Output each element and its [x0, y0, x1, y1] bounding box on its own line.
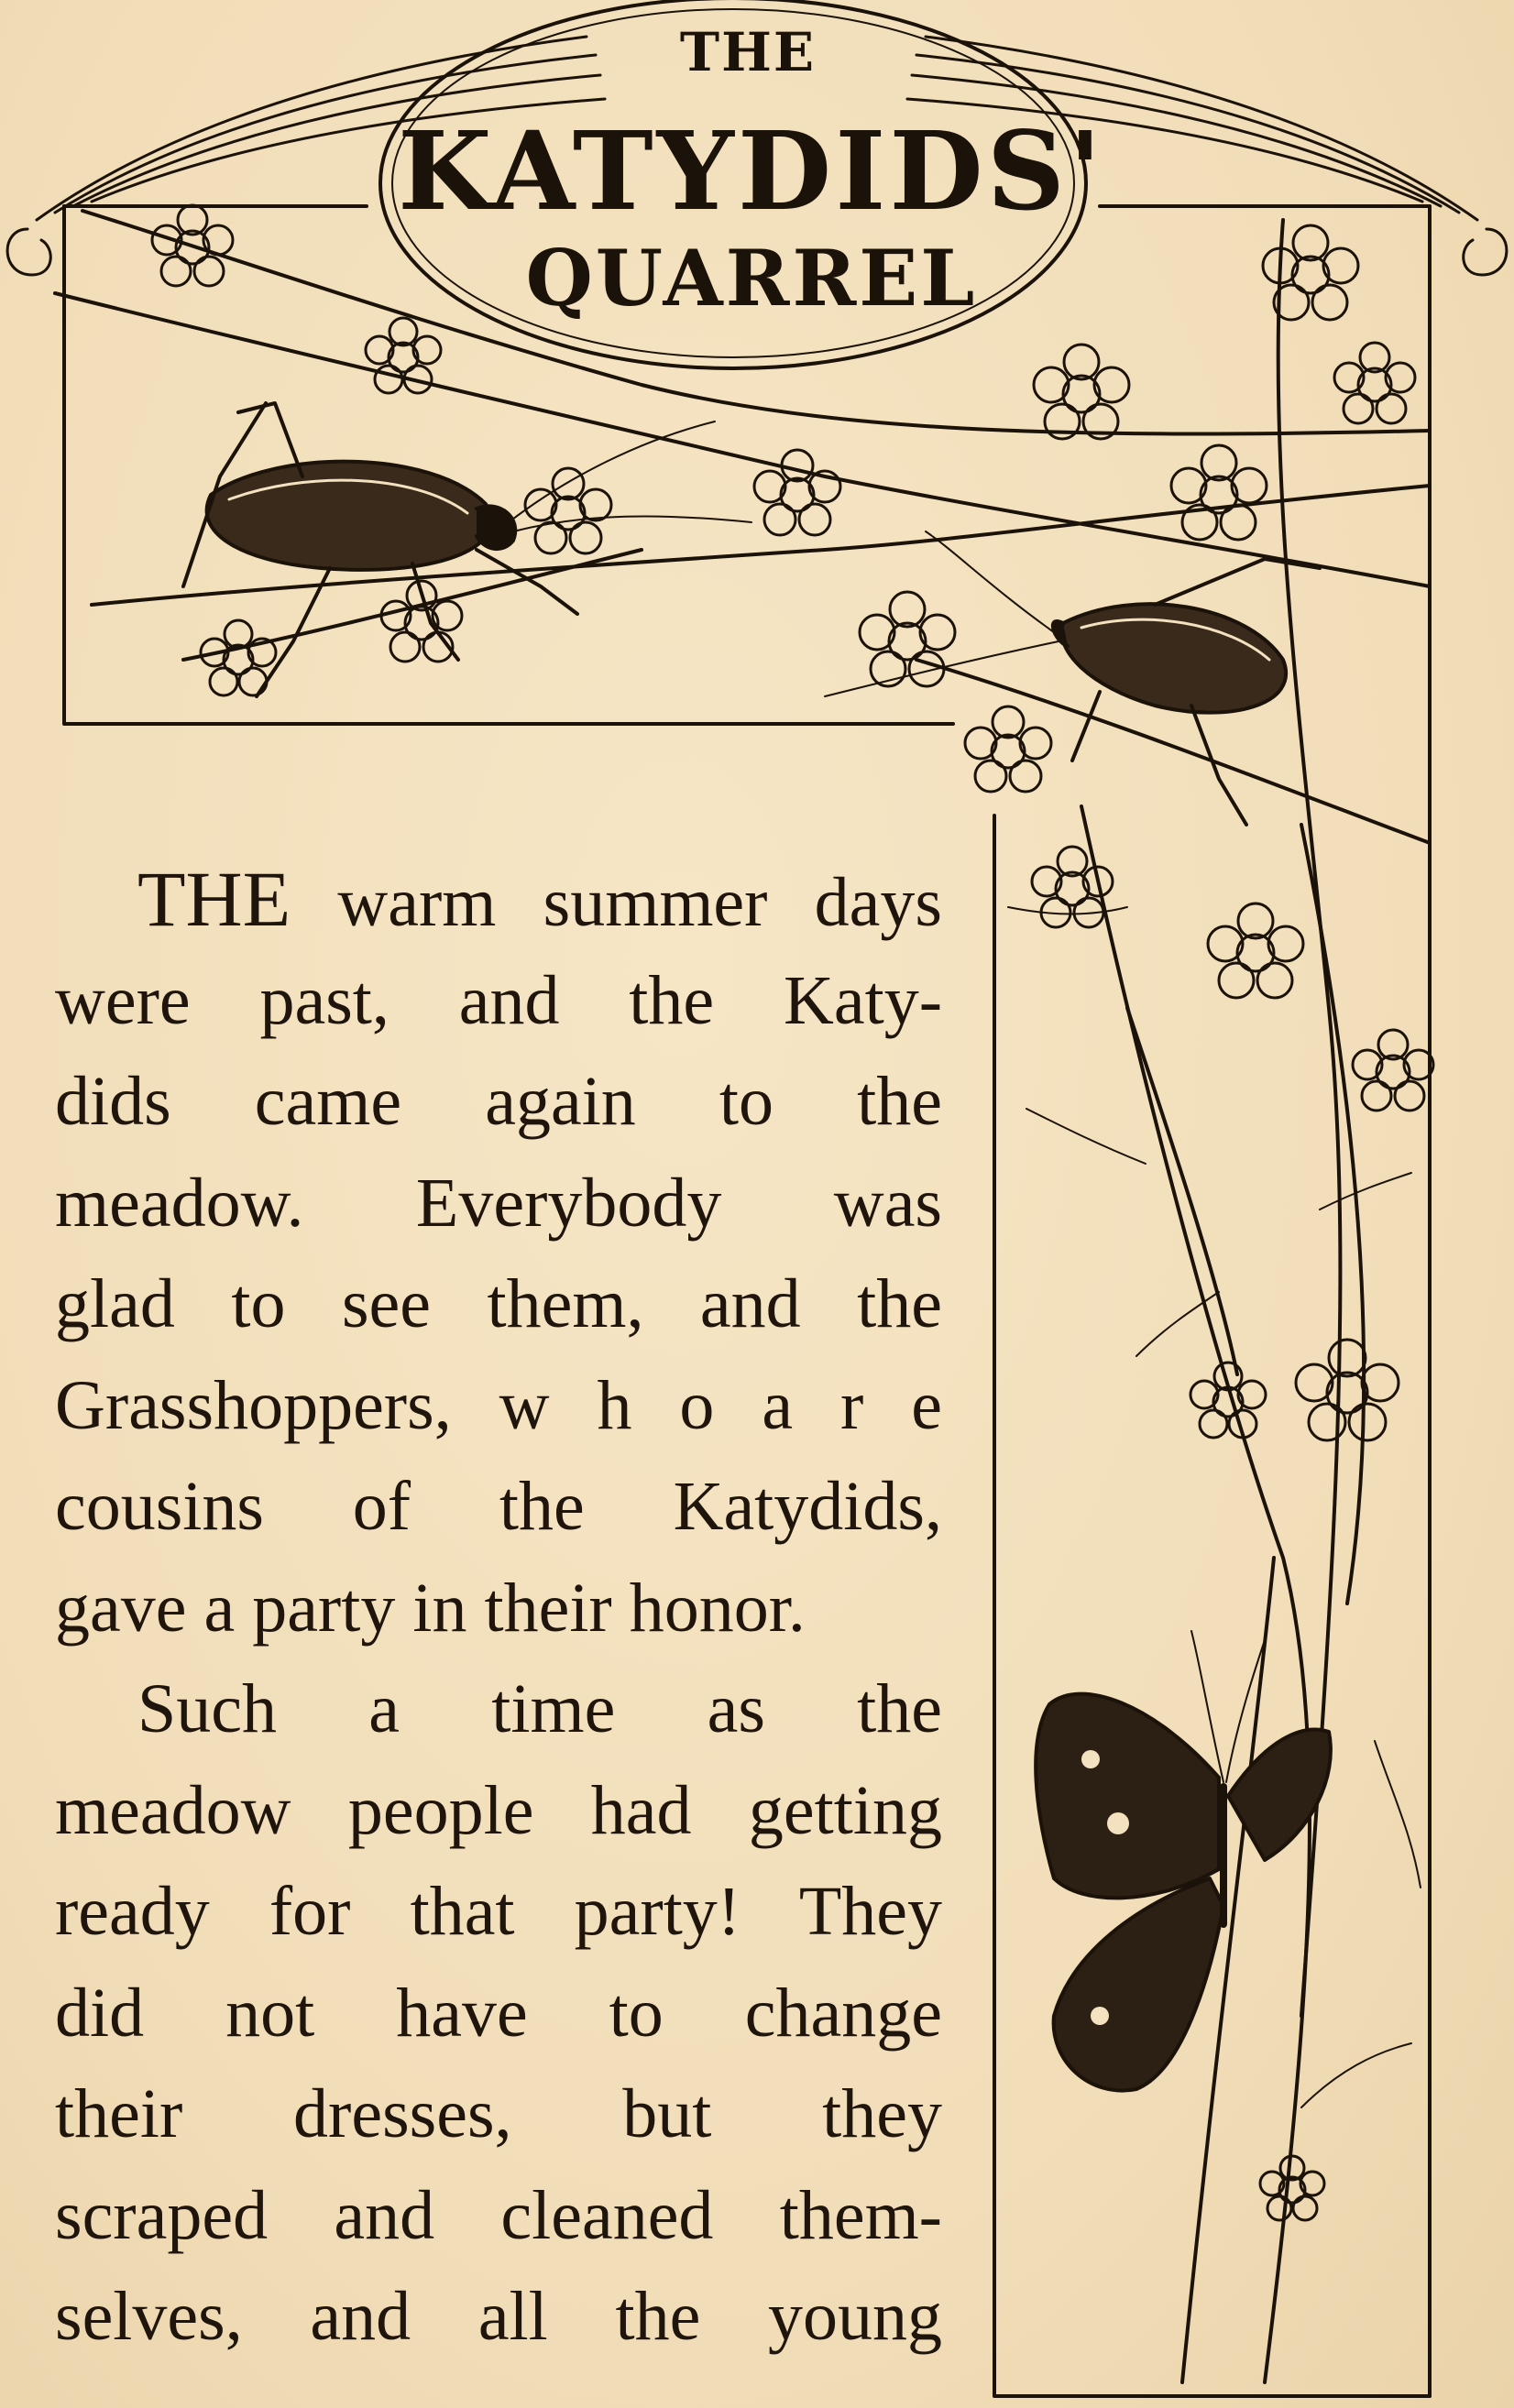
story-line-3: dids came again to the: [55, 1063, 942, 1140]
story-line-9: Such a time as the: [137, 1670, 942, 1747]
page-title: KATYDIDS': [397, 107, 1106, 235]
story-line-4: meadow. Everybody was: [55, 1164, 942, 1242]
story-line-15: selves, and all the young: [55, 2278, 942, 2355]
page-subtitle: QUARREL: [525, 233, 978, 323]
story-line-11: ready for that party! They: [55, 1873, 942, 1950]
katydid-right: [825, 531, 1320, 825]
story-line-2: were past, and the Katy-: [55, 961, 942, 1039]
story-line-1-rest: warm summer days: [291, 864, 942, 941]
story-line-12: did not have to change: [55, 1974, 942, 2052]
story-line-8: gave a party in their honor.: [55, 1569, 806, 1647]
story-text: [55, 848, 942, 2368]
story-line-14: scraped and cleaned them-: [55, 2176, 942, 2254]
title-the: THE: [679, 21, 817, 83]
story-line-13: their dresses, but they: [55, 2075, 942, 2152]
katydid-left: [183, 403, 752, 696]
story-line-6: Grasshoppers, w h o a r e: [55, 1366, 942, 1444]
story-line-5: glad to see them, and the: [55, 1265, 942, 1342]
story-line-7: cousins of the Katydids,: [55, 1468, 942, 1545]
story-opening-word: THE: [137, 855, 291, 943]
story-line-1: [55, 848, 942, 950]
butterfly: [1036, 1631, 1331, 2091]
story-line-10: meadow people had getting: [55, 1771, 942, 1849]
